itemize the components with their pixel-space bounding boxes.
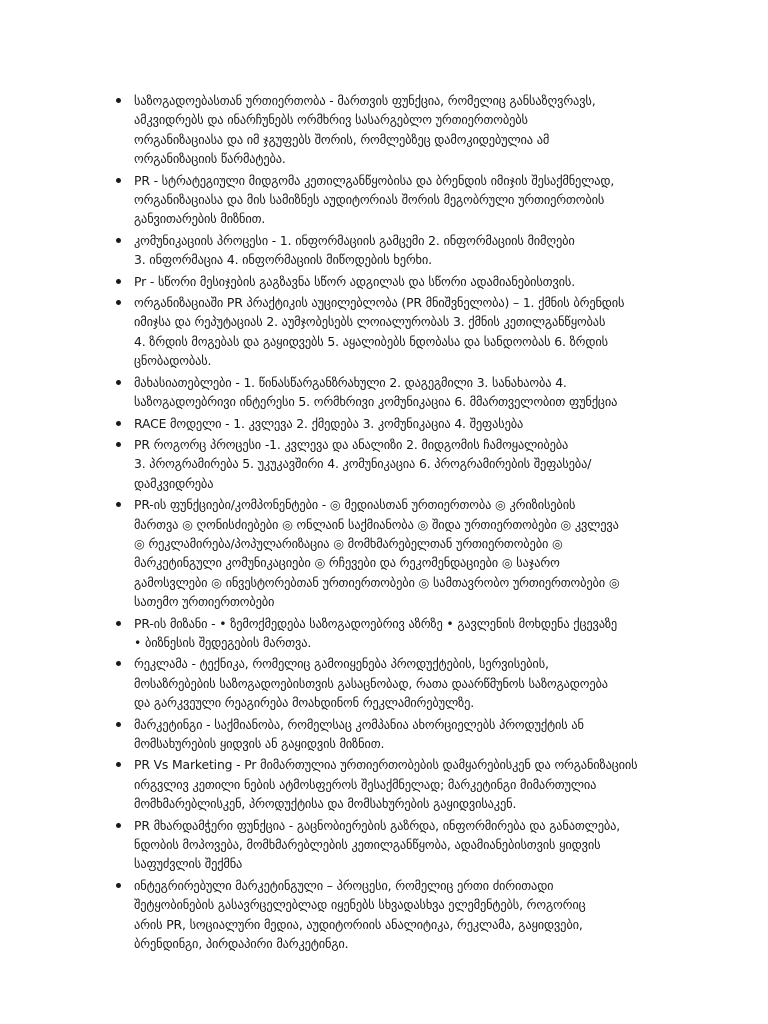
list-item-text-line: PR მხარდამჭერი ფუნქცია - გაცნობიერების გაზრდა, ინფორმირება და განათლება, xyxy=(134,817,621,833)
list-item-text-line: ორგანიზაციაში PR პრაქტიკის აუცილებლობა (PR მნიშვნელობა) – 1. ქმნის ბრენდის xyxy=(134,295,625,311)
list-item xyxy=(112,91,696,169)
list-item-text-line: PR - სტრატეგიული მიდგომა კეთილგანწყობისა და ბრენდის იმიჯის შესაქმნელად, xyxy=(134,172,615,188)
list-item-text-line: სათემო ურთიერთობები xyxy=(134,594,275,610)
list-item-text-line: მოსაზრებების საზოგადოებისთვის გასაცნობად, რათა დაარწმუნოს საზოგადოება xyxy=(134,675,608,691)
list-item xyxy=(112,272,696,291)
bullet-icon xyxy=(116,661,121,666)
list-item-text-line: PR როგორც პროცესი -1. კვლევა და ანალიზი 2. მიდგომის ჩამოყალიბება xyxy=(134,436,569,452)
list-item-text-line: ბრენდინგი, პირდაპირი მარკეტინგი. xyxy=(134,936,349,952)
list-item-text-line: ცნობადობას. xyxy=(134,353,212,369)
bullet-icon xyxy=(116,762,121,767)
list-item xyxy=(112,654,696,712)
list-item xyxy=(112,231,696,270)
list-item-text-line: 3. ინფორმაცია 4. ინფორმაციის მიწოდების ხერხი. xyxy=(134,252,432,268)
list-item-text-line: მართვა ◎ ღონისძიებები ◎ ონლაინ საქმიანობა ◎ შიდა ურთიერთობები ◎ კვლევა xyxy=(134,516,619,532)
list-item-text-line: • ბიზნესის შედეგების მართვა. xyxy=(134,634,312,650)
list-item-text-line: საზოგადოებასთან ურთიერთობა - მართვის ფუნქცია, რომელიც განსაზღვრავს, xyxy=(134,93,596,108)
list-item-text-line: საფუძვლის შექმნა xyxy=(134,856,243,872)
list-item-text-line: მარკეტინგი - საქმიანობა, რომელსაც კომპანია ახორციელებს პროდუქტის ან xyxy=(134,716,584,732)
list-item-text-line: საზოგადოებრივი ინტერესი 5. ორმხრივი კომუნიკაცია 6. მმართველობით ფუნქცია xyxy=(134,394,618,410)
list-item-text-line: მომხმარებლისკენ, პროდუქტისა და მომსახურების გაყიდვისაკენ. xyxy=(134,796,517,812)
list-item-text-line: PR-ის მიზანი - • ზემოქმედება საზოგადოებრივ აზრზე • გავლენის მოხდენა ქცევაზე xyxy=(134,615,618,631)
bullet-list xyxy=(112,91,696,955)
bullet-icon xyxy=(116,442,121,447)
bullet-icon xyxy=(116,178,121,183)
bullet-icon xyxy=(116,279,121,284)
list-item-text-line: გამოსვლები ◎ ინვესტორებთან ურთიერთობები ◎ სამთავრობო ურთიერთობები ◎ xyxy=(134,574,620,590)
list-item-text-line: ნდობის მოპოვება, მომხმარებლების კეთილგანწყობა, ადამიანებისთვის ყიდვის xyxy=(134,837,601,853)
list-item xyxy=(112,373,696,412)
list-item-text-line: ორგანიზაციასა და მის სამიზნეს აუდიტორიას შორის მეგობრული ურთიერთობის xyxy=(134,192,605,208)
list-item-text-line: RACE მოდელი - 1. კვლევა 2. ქმედება 3. კომუნიკაცია 4. შეფასება xyxy=(134,415,524,431)
bullet-icon xyxy=(116,421,121,426)
list-item-text-line: ორგანიზაციასა და იმ ჯგუფებს შორის, რომლებზეც დამოკიდებულია ამ xyxy=(134,131,550,147)
list-item xyxy=(112,755,696,813)
list-item xyxy=(112,876,696,954)
list-item xyxy=(112,614,696,653)
bullet-icon xyxy=(116,883,121,888)
list-item xyxy=(112,414,696,433)
bullet-icon xyxy=(116,502,121,507)
list-item xyxy=(112,171,696,229)
list-item xyxy=(112,435,696,493)
list-item-text-line: ინტეგრირებული მარკეტინგული – პროცესი, რომელიც ერთი ძირითადი xyxy=(134,877,554,893)
list-item-text-line: და გარკვეული რეაგირება მოახდინონ რეკლამირებულზე. xyxy=(134,695,475,711)
list-item-text-line: განვითარების მიზნით. xyxy=(134,211,266,227)
list-item xyxy=(112,816,696,874)
list-item-text-line: PR-ის ფუნქციები/კომპონენტები - ◎ მედიასთან ურთიერთობა ◎ კრიზისების xyxy=(134,497,576,513)
list-item-text-line: Pr - სწორი მესიჯების გაგზავნა სწორ ადგილას და სწორი ადამიანებისთვის. xyxy=(134,273,576,289)
list-item-text-line: შეტყობინების გასავრცელებლად იყენებს სხვადასხვა ელემენტებს, როგორიც xyxy=(134,897,586,913)
list-item-text-line: მარკეტინგული კომუნიკაციები ◎ რჩევები და რეკომენდაციები ◎ საჯარო xyxy=(134,555,560,571)
list-item-text-line: არის PR, სოციალური მედია, აუდიტორიის ანალიტიკა, რეკლამა, გაყიდვები, xyxy=(134,916,583,932)
bullet-icon xyxy=(116,98,121,103)
list-item-text-line: 3. პროგრამირება 5. უკუკავშირი 4. კომუნიკაცია 6. პროგრამირების შეფასება/ xyxy=(134,456,592,472)
list-item xyxy=(112,715,696,754)
list-item-text-line: ირგვლივ კეთილი ნების ატმოსფეროს შესაქმნელად; მარკეტინგი მიმართულია xyxy=(134,776,597,792)
bullet-icon xyxy=(116,621,121,626)
list-item-text-line: რეკლამა - ტექნიკა, რომელიც გამოიყენება პროდუქტების, სერვისების, xyxy=(134,656,549,672)
list-item-text-line: ამკვიდრებს და ინარჩუნებს ორმხრივ სასარგებლო ურთიერთობებს xyxy=(134,112,528,128)
list-item-text-line: ორგანიზაციის წარმატება. xyxy=(134,151,286,167)
list-item-text-line: ◎ რეკლამირება/პოპულარიზაცია ◎ მომხმარებელთან ურთიერთობები ◎ xyxy=(134,535,563,551)
bullet-icon xyxy=(116,300,121,305)
list-item-text-line: 4. ზრდის მოგებას და გაყიდვებს 5. აყალიბებს ნდობასა და სანდოობას 6. ზრდის xyxy=(134,333,608,349)
bullet-icon xyxy=(116,722,121,727)
list-item xyxy=(112,293,696,371)
list-item-text-line: მახასიათებლები - 1. წინასწარგანზრახული 2. დაგეგმილი 3. სანახაობა 4. xyxy=(134,374,567,390)
list-item xyxy=(112,495,696,611)
bullet-icon xyxy=(116,380,121,385)
list-item-text-line: PR Vs Marketing - Pr მიმართულია ურთიერთობების დამყარებისკენ და ორგანიზაციის xyxy=(134,757,638,773)
list-item-text-line: კომუნიკაციის პროცესი - 1. ინფორმაციის გამცემი 2. ინფორმაციის მიმღები xyxy=(134,232,575,248)
bullet-icon xyxy=(116,823,121,828)
bullet-icon xyxy=(116,238,121,243)
list-item-text-line: იმიჯსა და რეპუტაციას 2. აუმჯობესებს ლოიალურობას 3. ქმნის კეთილგანწყობას xyxy=(134,314,606,330)
list-item-text-line: დამკვიდრება xyxy=(134,475,214,491)
list-item-text-line: მომსახურების ყიდვის ან გაყიდვის მიზნით. xyxy=(134,736,385,751)
